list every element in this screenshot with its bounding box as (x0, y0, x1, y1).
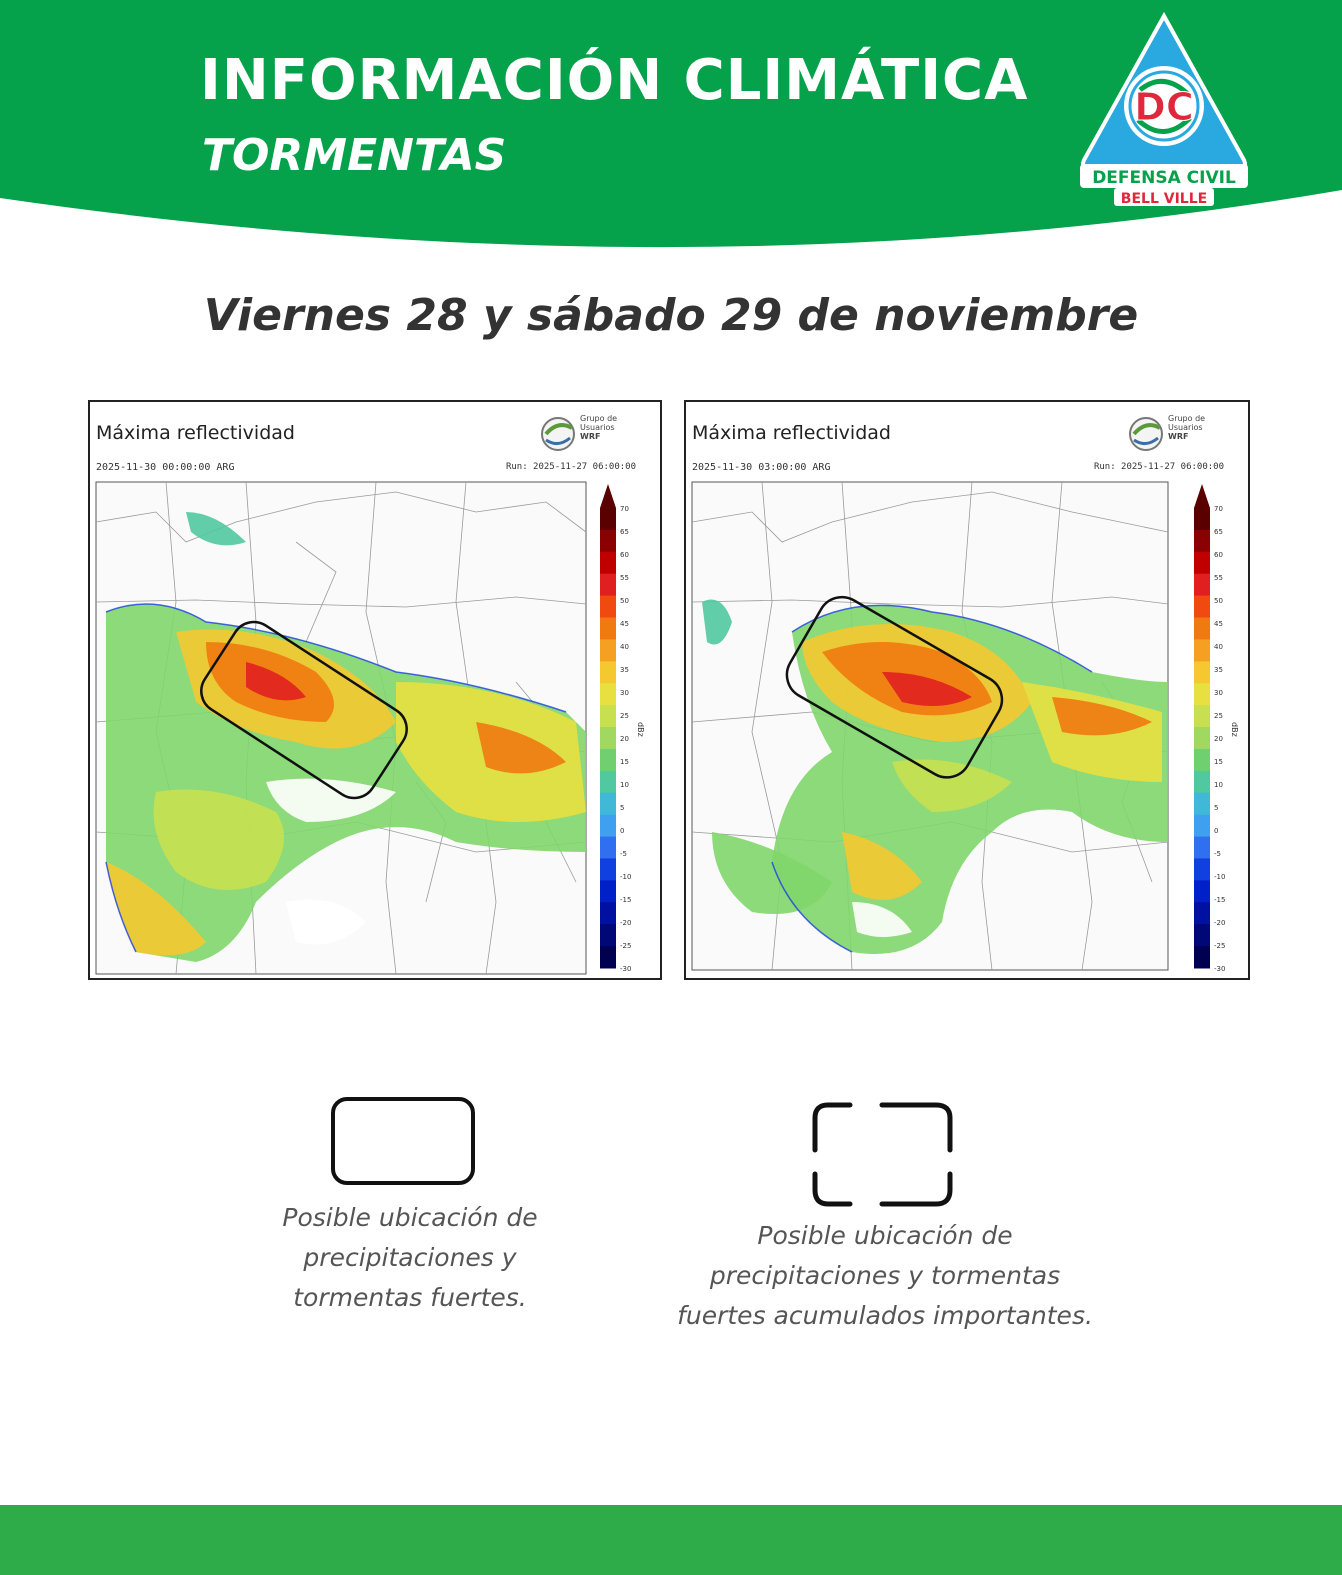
defensa-civil-logo (1078, 10, 1250, 210)
colorbar-tick-label: -5 (620, 850, 627, 858)
colorbar-tick-label: 50 (620, 597, 629, 605)
run-time: Run: 2025-11-27 06:00:00 (505, 462, 636, 472)
colorbar-segment (600, 946, 616, 968)
colorbar-segment (1194, 596, 1210, 618)
colorbar-tick-label: -10 (1214, 873, 1226, 881)
colorbar-unit: dBz (1230, 722, 1239, 737)
colorbar-tick-label: 65 (1214, 528, 1223, 536)
colorbar-tick-label: 15 (620, 758, 629, 766)
legend-dashed-text: Posible ubicación de precipitaciones y tormentas fuertes acumulados importantes. (677, 1221, 1093, 1330)
colorbar-tick-label: 60 (620, 551, 629, 559)
colorbar-segment (600, 880, 616, 902)
colorbar-segment (600, 618, 616, 640)
colorbar-segment (600, 902, 616, 924)
run-time: Run: 2025-11-27 06:00:00 (1093, 462, 1224, 472)
colorbar-arrow (1194, 484, 1210, 508)
colorbar-segment (600, 596, 616, 618)
colorbar-segment (1194, 683, 1210, 705)
colorbar-tick-label: -25 (1214, 942, 1226, 950)
colorbar-segment (1194, 880, 1210, 902)
reflectivity-map-panel-2 (684, 400, 1250, 980)
colorbar-segment (1194, 793, 1210, 815)
colorbar-tick-label: -10 (620, 873, 632, 881)
colorbar-tick-label: 70 (620, 505, 629, 513)
panel-title: Máxima reflectividad (692, 422, 891, 444)
colorbar-segment (600, 530, 616, 552)
legend-dashed-box-icon (810, 1100, 956, 1210)
valid-time: 2025-11-30 00:00:00 ARG (96, 462, 235, 473)
footer-bar (0, 1505, 1342, 1575)
colorbar-tick-label: 20 (1214, 735, 1223, 743)
colorbar-tick-label: -20 (620, 919, 632, 927)
colorbar-tick-label: 40 (1214, 643, 1223, 651)
wrf-users-logo: Grupo de Usuarios WRF (538, 412, 634, 452)
colorbar-segment (600, 639, 616, 661)
colorbar-segment (600, 771, 616, 793)
colorbar-tick-label: 70 (1214, 505, 1223, 513)
colorbar-segment (600, 837, 616, 859)
date-heading: Viernes 28 y sábado 29 de noviembre (203, 290, 1139, 341)
page-title: INFORMACIÓN CLIMÁTICA (200, 48, 1029, 113)
colorbar-tick-label: 60 (1214, 551, 1223, 559)
wrf-users-logo: Grupo de Usuarios WRF (1126, 412, 1222, 452)
logo-name: DEFENSA CIVIL (1092, 168, 1236, 188)
colorbar-segment (1194, 771, 1210, 793)
colorbar-tick-label: 55 (1214, 574, 1223, 582)
colorbar-segment (1194, 946, 1210, 968)
colorbar-tick-label: 30 (620, 689, 629, 697)
colorbar-segment (600, 552, 616, 574)
colorbar-segment (1194, 858, 1210, 880)
colorbar-tick-label: 10 (1214, 781, 1223, 789)
colorbar-segment (600, 727, 616, 749)
colorbar (598, 482, 645, 973)
colorbar-tick-label: 10 (620, 781, 629, 789)
colorbar-tick-label: 45 (1214, 620, 1223, 628)
colorbar-segment (1194, 661, 1210, 683)
colorbar-tick-label: -20 (1214, 919, 1226, 927)
colorbar-segment (600, 858, 616, 880)
colorbar-tick-label: 40 (620, 643, 629, 651)
logo-initials: DC (1134, 85, 1194, 129)
colorbar-tick-label: 50 (1214, 597, 1223, 605)
colorbar-segment (600, 793, 616, 815)
colorbar-arrow (600, 484, 616, 508)
colorbar-segment (1194, 508, 1210, 530)
logo-city: BELL VILLE (1120, 191, 1208, 207)
colorbar-tick-label: 25 (620, 712, 629, 720)
colorbar-tick-label: 15 (1214, 758, 1223, 766)
page-subtitle: TORMENTAS (202, 130, 507, 181)
colorbar-tick-label: -5 (1214, 850, 1221, 858)
colorbar-segment (600, 508, 616, 530)
colorbar-tick-label: 45 (620, 620, 629, 628)
colorbar-tick-label: 20 (620, 735, 629, 743)
colorbar-tick-label: 0 (620, 827, 625, 835)
colorbar-segment (600, 683, 616, 705)
colorbar-segment (600, 705, 616, 727)
colorbar-unit: dBz (636, 722, 645, 737)
colorbar-segment (600, 815, 616, 837)
colorbar-segment (1194, 924, 1210, 946)
colorbar-tick-label: -15 (1214, 896, 1226, 904)
colorbar-tick-label: -15 (620, 896, 632, 904)
reflectivity-map (692, 482, 1168, 970)
colorbar-tick-label: 0 (1214, 827, 1219, 835)
colorbar-segment (1194, 618, 1210, 640)
colorbar-segment (1194, 705, 1210, 727)
colorbar-segment (600, 661, 616, 683)
colorbar-tick-label: 5 (1214, 804, 1219, 812)
colorbar-tick-label: 55 (620, 574, 629, 582)
colorbar-segment (1194, 837, 1210, 859)
colorbar-tick-label: -30 (620, 965, 632, 973)
colorbar-segment (1194, 574, 1210, 596)
colorbar-segment (1194, 639, 1210, 661)
legend-solid-box-icon (330, 1096, 478, 1188)
colorbar-tick-label: 25 (1214, 712, 1223, 720)
colorbar-tick-label: -30 (1214, 965, 1226, 973)
reflectivity-map (96, 482, 586, 974)
colorbar-tick-label: 65 (620, 528, 629, 536)
colorbar-segment (1194, 530, 1210, 552)
colorbar-tick-label: 35 (620, 666, 629, 674)
colorbar-segment (1194, 815, 1210, 837)
legend-solid-text: Posible ubicación de precipitaciones y tormentas fuertes. (282, 1203, 538, 1312)
colorbar-segment (600, 924, 616, 946)
colorbar-tick-label: 5 (620, 804, 625, 812)
colorbar-segment (1194, 902, 1210, 924)
colorbar-segment (600, 574, 616, 596)
colorbar-tick-label: 35 (1214, 666, 1223, 674)
colorbar-segment (600, 749, 616, 771)
header-banner (0, 0, 1342, 260)
panel-title: Máxima reflectividad (96, 422, 295, 444)
reflectivity-map-panel-1 (88, 400, 662, 980)
colorbar-tick-label: -25 (620, 942, 632, 950)
colorbar-segment (1194, 552, 1210, 574)
colorbar-segment (1194, 749, 1210, 771)
colorbar (1192, 482, 1239, 973)
colorbar-segment (1194, 727, 1210, 749)
valid-time: 2025-11-30 03:00:00 ARG (692, 462, 831, 473)
colorbar-tick-label: 30 (1214, 689, 1223, 697)
